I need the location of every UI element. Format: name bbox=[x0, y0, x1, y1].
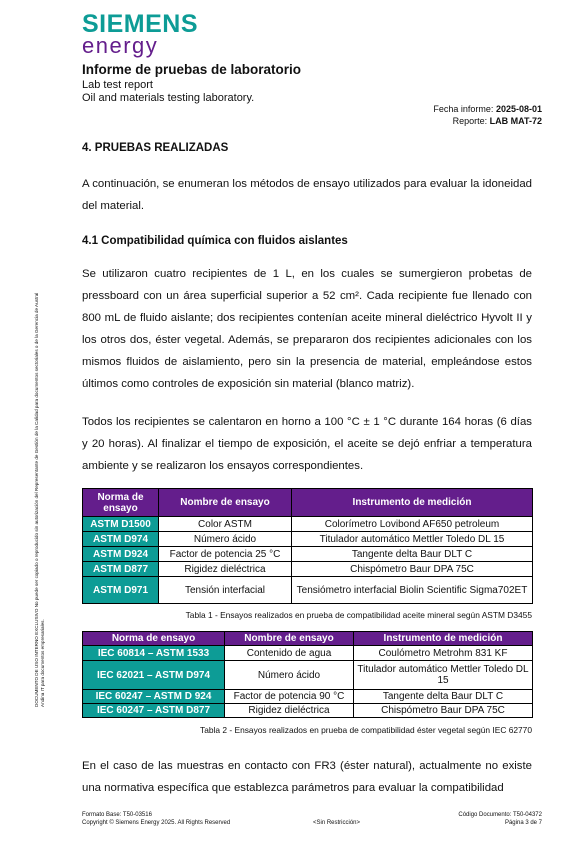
ensayo-cell: Tensión interfacial bbox=[159, 577, 292, 604]
instrumento-cell: Chispómetro Baur DPA 75C bbox=[292, 562, 533, 577]
table-row bbox=[83, 690, 533, 704]
instrumento-cell: Tangente delta Baur DLT C bbox=[292, 547, 533, 562]
table-2-caption: Tabla 2 - Ensayos realizados en prueba de compatibilidad éster vegetal según IEC 62770 bbox=[200, 725, 532, 735]
ensayo-cell: Rigidez dieléctrica bbox=[225, 704, 354, 718]
table-header: Nombre de ensayo bbox=[225, 632, 354, 646]
table-1-caption: Tabla 1 - Ensayos realizados en prueba de compatibilidad aceite mineral según ASTM D3455 bbox=[185, 610, 532, 620]
table-row bbox=[83, 577, 533, 604]
para-fr3: En el caso de las muestras en contacto con FR3 (éster natural), actualmente no existe una normativa específica que establezca parámetros para evaluar la compatibilidad bbox=[82, 760, 532, 794]
instrumento-cell: Chispómetro Baur DPA 75C bbox=[354, 704, 533, 718]
instrumento-cell: Colorímetro Lovibond AF650 petroleum bbox=[292, 517, 533, 532]
report-subtitle-en: Lab test report bbox=[82, 79, 153, 91]
table-header: Nombre de ensayo bbox=[159, 489, 292, 517]
report-date: Fecha informe: 2025-08-01 bbox=[433, 104, 542, 114]
section-4-1-para1: Se utilizaron cuatro recipientes de 1 L, en los cuales se sumergieron probetas de pressboard con un área superficial superior a 52 cm². Cada recipiente fue llenado con 800 mL de fluido aislante; dos recipientes contenían aceite mineral dieléctrico Hyvolt II y los otros dos, éster vegetal. Además, se prepararon dos recipientes adicionales con los mismos fluidos de aislamiento, pero sin la presencia de material, empleándose estos últimos como controles de exposición sin material (blanco matriz). bbox=[82, 268, 532, 390]
norma-cell: IEC 60247 – ASTM D 924 bbox=[83, 690, 225, 704]
norma-cell: ASTM D924 bbox=[83, 547, 159, 562]
table-2 bbox=[82, 631, 533, 718]
norma-cell: ASTM D1500 bbox=[83, 517, 159, 532]
norma-cell: IEC 60247 – ASTM D877 bbox=[83, 704, 225, 718]
footer-codigo: Código Documento: T50-04372 bbox=[458, 812, 542, 818]
table-1 bbox=[82, 488, 533, 604]
section-4-heading: 4. PRUEBAS REALIZADAS bbox=[82, 142, 229, 154]
norma-cell: ASTM D974 bbox=[83, 532, 159, 547]
table-row bbox=[83, 704, 533, 718]
instrumento-cell: Titulador automático Mettler Toledo DL 15 bbox=[292, 532, 533, 547]
table-header: Norma de ensayo bbox=[83, 632, 225, 646]
instrumento-cell: Tensiómetro interfacial Biolin Scientific Sigma702ET bbox=[292, 577, 533, 604]
logo-siemens: SIEMENS bbox=[82, 10, 199, 38]
table-row bbox=[83, 661, 533, 690]
norma-cell: ASTM D877 bbox=[83, 562, 159, 577]
table-header: Norma de ensayo bbox=[83, 489, 159, 517]
norma-cell: IEC 62021 – ASTM D974 bbox=[83, 661, 225, 690]
footer-restriccion: <Sin Restricción> bbox=[313, 820, 361, 826]
instrumento-cell: Titulador automático Mettler Toledo DL 15 bbox=[354, 661, 533, 690]
table-row bbox=[83, 562, 533, 577]
section-4-intro: A continuación, se enumeran los métodos de ensayo utilizados para evaluar la idoneidad del material. bbox=[82, 178, 532, 212]
report-number: Reporte: LAB MAT-72 bbox=[452, 116, 542, 126]
instrumento-cell: Tangente delta Baur DLT C bbox=[354, 690, 533, 704]
ensayo-cell: Contenido de agua bbox=[225, 646, 354, 661]
footer-copyright: Copyright © Siemens Energy 2025. All Rights Reserved bbox=[82, 820, 231, 826]
side-note: DOCUMENTO DE USO INTERNO EXCLUSIVO No puede ser copiado o reproducido sin autorización del Representante de Gestión de la Calidad para documentos sectoriales o de la Gerencia de Austral Andina IT para documentos empresariales. bbox=[34, 292, 46, 707]
ensayo-cell: Número ácido bbox=[159, 532, 292, 547]
section-4-1-para2: Todos los recipientes se calentaron en horno a 100 °C ± 1 °C durante 164 horas (6 días y 20 horas). Al finalizar el tiempo de exposición, el aceite se dejó enfriar a temperatura ambiente y se realizaron los ensayos correspondientes. bbox=[82, 416, 532, 472]
report-subtitle-lab: Oil and materials testing laboratory. bbox=[82, 92, 255, 104]
section-4-1-heading: 4.1 Compatibilidad química con fluidos aislantes bbox=[82, 235, 348, 247]
ensayo-cell: Número ácido bbox=[225, 661, 354, 690]
report-title: Informe de pruebas de laboratorio bbox=[82, 62, 302, 77]
table-header: Instrumento de medición bbox=[354, 632, 533, 646]
ensayo-cell: Rigidez dieléctrica bbox=[159, 562, 292, 577]
table-row bbox=[83, 517, 533, 532]
logo-energy: energy bbox=[82, 33, 159, 58]
ensayo-cell: Factor de potencia 90 °C bbox=[225, 690, 354, 704]
table-row bbox=[83, 646, 533, 661]
norma-cell: IEC 60814 – ASTM 1533 bbox=[83, 646, 225, 661]
norma-cell: ASTM D971 bbox=[83, 577, 159, 604]
table-row bbox=[83, 532, 533, 547]
table-row bbox=[83, 547, 533, 562]
table-header: Instrumento de medición bbox=[292, 489, 533, 517]
ensayo-cell: Factor de potencia 25 °C bbox=[159, 547, 292, 562]
instrumento-cell: Coulómetro Metrohm 831 KF bbox=[354, 646, 533, 661]
footer-formato: Formato Base: T50-03516 bbox=[82, 812, 152, 818]
footer-pagina: Página 3 de 7 bbox=[504, 820, 542, 826]
ensayo-cell: Color ASTM bbox=[159, 517, 292, 532]
